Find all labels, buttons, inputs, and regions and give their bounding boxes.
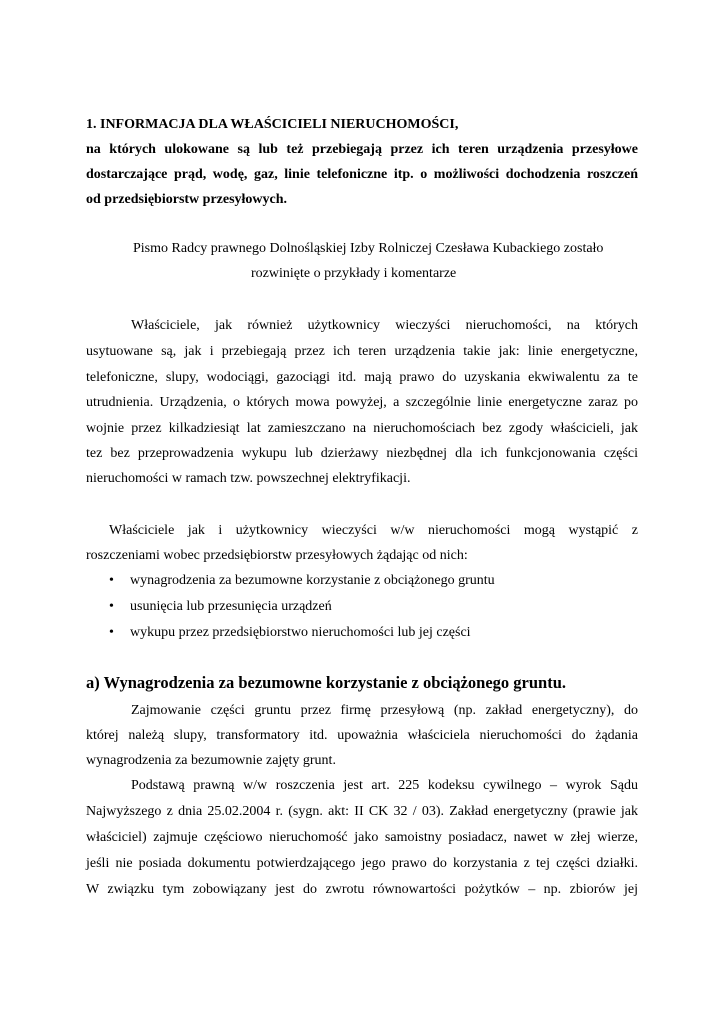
section-a-title: a) Wynagrodzenia za bezumowne korzystanie z obciążonego gruntu. — [86, 673, 567, 692]
note-line-2: rozwinięte o przykłady i komentarze — [251, 266, 457, 281]
para2-line-1: Właściciele jak i użytkownicy wieczyści w/w nieruchomości mogą wystąpić z — [109, 523, 638, 538]
para1-line-5: wojnie przez kilkadziesiąt lat zamieszczano na nieruchomościach bez zgody właścicieli, jak — [86, 421, 638, 436]
para1-line-3: telefoniczne, slupy, wodociągi, gazociągi itd. mają prawo do uzyskania ekwiwalentu za te — [86, 370, 638, 385]
section-a-para2-line-3: właściciel) zajmuje częściowo nieruchomość jako samoistny posiadacz, nawet w złej wierze, — [86, 830, 638, 845]
heading-line-3: dostarczające prąd, wodę, gaz, linie telefoniczne itp. o możliwości dochodzenia roszczeń — [86, 167, 638, 182]
bullet-item-3: wykupu przez przedsiębiorstwo nieruchomości lub jej części — [130, 625, 471, 640]
para1-line-6: tez bez przeprowadzenia wykupu lub dzierżawy niezbędnej dla ich funkcjonowania części — [86, 446, 638, 461]
bullet-item-1: wynagrodzenia za bezumowne korzystanie z obciążonego gruntu — [130, 573, 495, 588]
bullet-icon: • — [109, 599, 114, 614]
section-a-para2-line-1: Podstawą prawną w/w roszczenia jest art. 225 kodeksu cywilnego – wyrok Sądu — [131, 778, 638, 793]
section-a-para2-line-5: W związku tym zobowiązany jest do zwrotu równowartości pożytków – np. zbiorów jej — [86, 882, 638, 897]
para1-line-1: Właściciele, jak również użytkownicy wieczyści nieruchomości, na których — [131, 318, 638, 333]
bullet-item-2: usunięcia lub przesunięcia urządzeń — [130, 599, 332, 614]
note-line-1: Pismo Radcy prawnego Dolnośląskiej Izby Rolniczej Czesława Kubackiego zostało — [133, 241, 604, 256]
section-a-para1-line-2: której należą slupy, transformatory itd. upoważnia właściciela nieruchomości do żądania — [86, 728, 638, 743]
heading-line-1: 1. INFORMACJA DLA WŁAŚCICIELI NIERUCHOMOŚCI, — [86, 117, 459, 132]
bullet-icon: • — [109, 625, 114, 640]
para1-line-7: nieruchomości w ramach tzw. powszechnej elektryfikacji. — [86, 471, 411, 486]
heading-line-2: na których ulokowane są lub też przebiegają przez ich teren urządzenia przesyłowe — [86, 142, 638, 157]
section-a-para1-line-3: wynagrodzenia za bezumownie zajęty grunt. — [86, 753, 336, 768]
para1-line-4: utrudnienia. Urządzenia, o których mowa powyżej, a szczególnie linie energetyczne zaraz po — [86, 395, 638, 410]
section-a-para2-line-4: jeśli nie posiada dokumentu potwierdzającego jego prawo do korzystania z tej części działki. — [86, 856, 638, 871]
para1-line-2: usytuowane są, jak i przebiegają przez ich teren urządzenia takie jak: linie energetyczne, — [86, 344, 638, 359]
bullet-icon: • — [109, 573, 114, 588]
section-a-para2-line-2: Najwyższego z dnia 25.02.2004 r. (sygn. akt: II CK 32 / 03). Zakład energetyczny (prawie jak — [86, 804, 638, 819]
section-a-para1-line-1: Zajmowanie części gruntu przez firmę przesyłową (np. zakład energetyczny), do — [131, 703, 638, 718]
heading-line-4: od przedsiębiorstw przesyłowych. — [86, 192, 288, 207]
para2-line-2: roszczeniami wobec przedsiębiorstw przesyłowych żądając od nich: — [86, 548, 468, 563]
